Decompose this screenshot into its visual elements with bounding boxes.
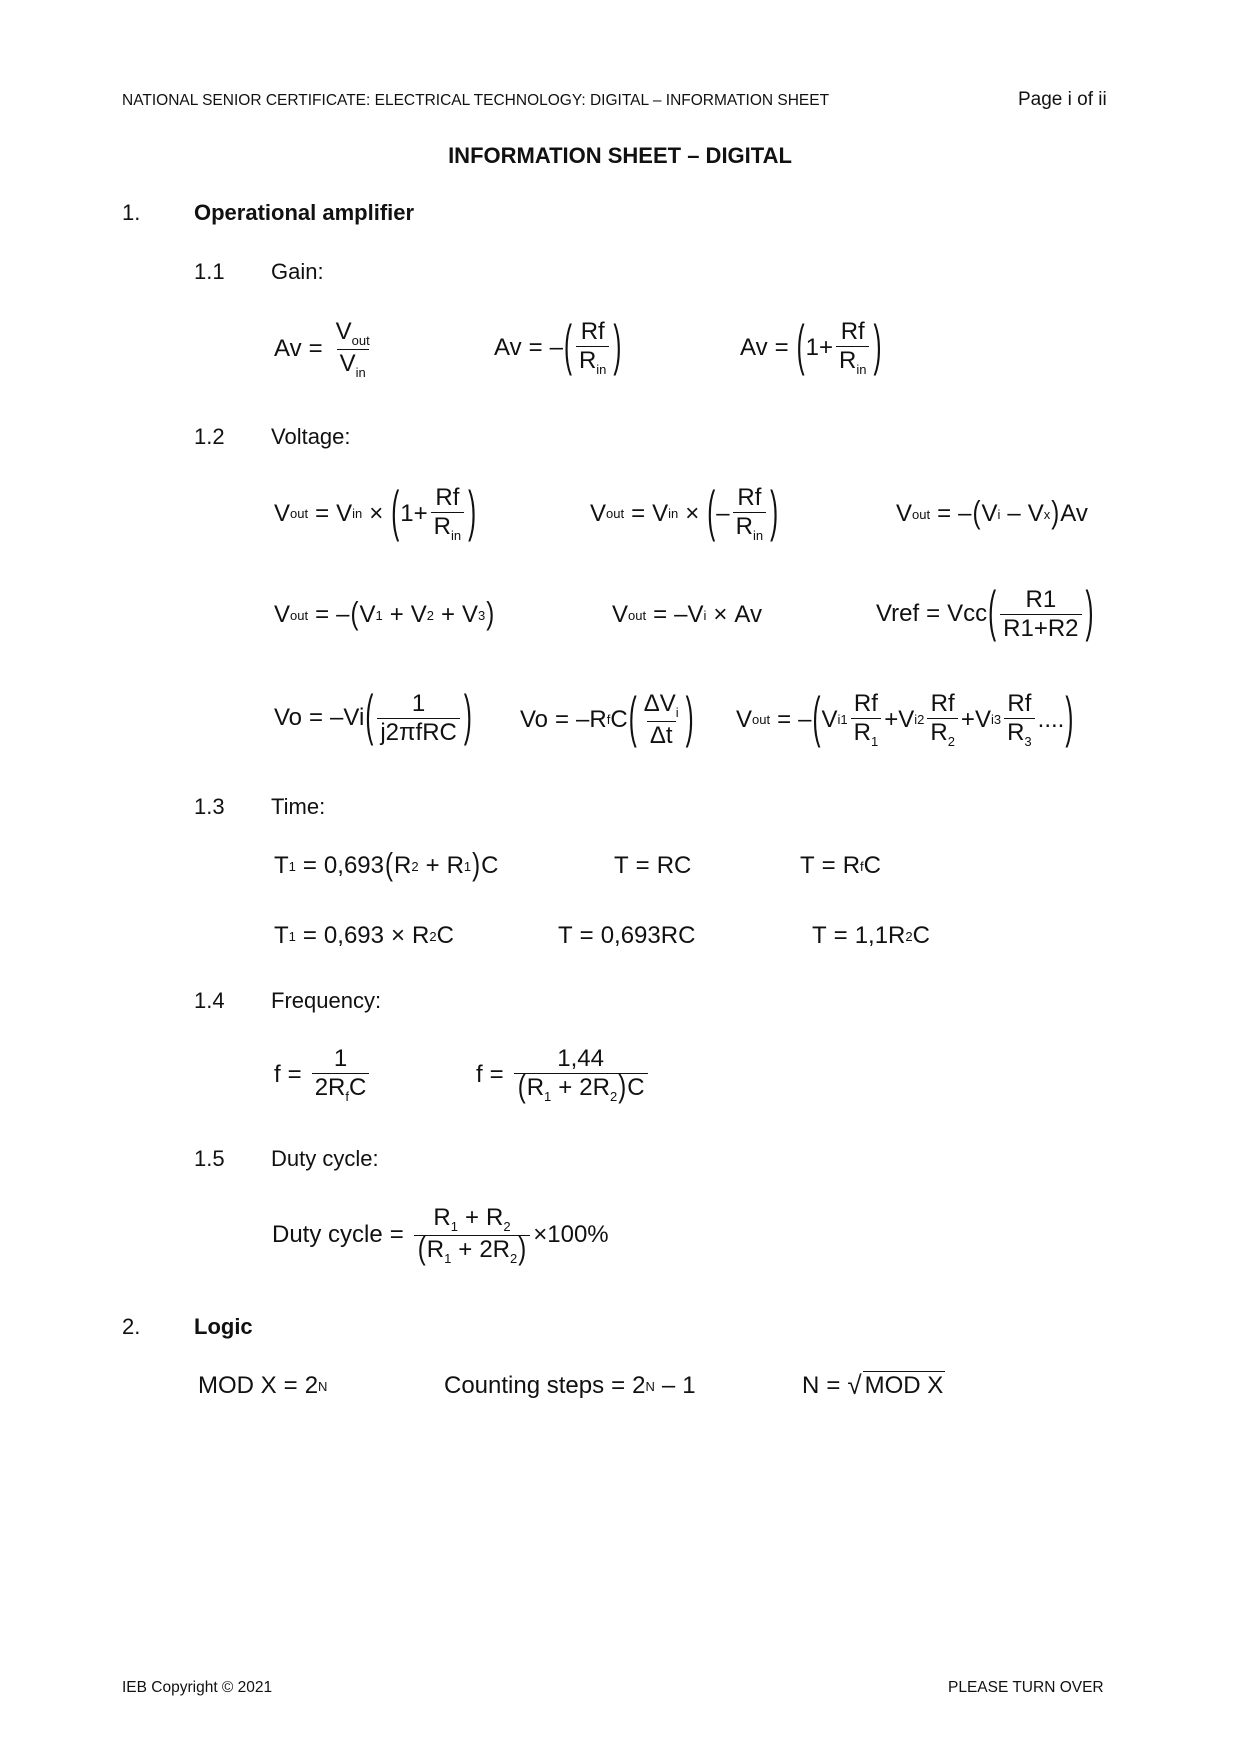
subsection-number-1-4: 1.4	[194, 988, 225, 1013]
formula-t-rfc: T = R f C	[800, 852, 881, 879]
formula-gain-noninverting-lhs: Av	[740, 333, 768, 361]
footer-copyright: IEB Copyright © 2021	[122, 1679, 273, 1696]
formula-duty-cycle-tail: ×100%	[533, 1221, 609, 1249]
subsection-number-1-2: 1.2	[194, 424, 225, 449]
formula-gain-ratio-lhs: Av	[274, 335, 302, 363]
page-number: Page i of ii	[1018, 89, 1107, 110]
formula-vout-summing: V out = – ( V 1 + V 2 + V 3 )	[274, 596, 495, 632]
formula-n-sqrt: N = √ MOD X	[802, 1370, 944, 1400]
section-number-2: 2.	[122, 1314, 141, 1339]
formula-gain-noninverting: Av = ( 1+ Rf $R_{in}$ )	[740, 315, 882, 378]
section-number-1: 1.	[122, 200, 141, 225]
formula-t1-r2c: T 1 = 0,693 × R 2 C	[274, 922, 454, 949]
section-title-logic: Logic	[194, 1314, 253, 1339]
subsection-number-1-1: 1.1	[194, 259, 225, 284]
formula-vref: Vref = Vcc ( R1 R1+R2 )	[876, 581, 1094, 644]
subsection-label-frequency: Frequency:	[271, 988, 382, 1013]
page-header-title: NATIONAL SENIOR CERTIFICATE: ELECTRICAL TECHNOLOGY: DIGITAL – INFORMATION SHEET	[122, 92, 830, 109]
formula-vout-weighted-summing: V out = – ( V i1 Rf $R_1$ +V i2 Rf $R_2$ +V i3 Rf $R_3$ .... )	[736, 687, 1074, 750]
formula-mod-x-lhs: MOD X	[198, 1372, 277, 1399]
formula-n-sqrt-radicand: MOD X	[864, 1372, 944, 1399]
subsection-label-voltage: Voltage:	[271, 424, 351, 449]
formula-duty-cycle-label: Duty cycle	[272, 1221, 383, 1249]
formula-vo-differentiator: Vo = –R f C ( $\Delta V_i$ Δt )	[520, 687, 694, 750]
formula-vout-differential: V out = – ( V i – V x ) Av	[896, 495, 1088, 531]
subsection-label-time: Time:	[271, 794, 326, 819]
formula-t1-astable: T 1 = 0,693 ( R 2 + R 1 ) C	[274, 847, 499, 883]
subsection-label-gain: Gain:	[271, 259, 324, 284]
formula-frequency-1: f = 1 $2R_fC$	[274, 1045, 372, 1105]
document-title: INFORMATION SHEET – DIGITAL	[448, 143, 792, 168]
formula-t-1-1r2c: T = 1,1R 2 C	[812, 922, 930, 949]
formula-t-monostable: T = 0,693RC	[558, 922, 696, 949]
formula-vout-gain: V out = –V i × Av	[612, 601, 762, 628]
formula-counting-steps-lhs: Counting steps	[444, 1372, 605, 1399]
formula-gain-inverting: Av = – ( Rf $R_{in}$ )	[494, 315, 622, 378]
formula-gain-inverting-lhs: Av	[494, 333, 522, 361]
formula-mod-x: MOD X = 2 N	[198, 1372, 328, 1399]
formula-gain-ratio: Av = $V_{out}$ $V_{in}$	[274, 318, 370, 380]
footer-turn-over: PLEASE TURN OVER	[948, 1679, 1104, 1696]
subsection-number-1-5: 1.5	[194, 1146, 225, 1171]
section-title-op-amp: Operational amplifier	[194, 200, 415, 225]
formula-vout-noninverting: V out = V in × ( 1+ Rf $R_{in}$ )	[274, 481, 477, 544]
formula-frequency-astable: f = $\frac{1,44}{(R_1 + 2R_2)C}$	[476, 1045, 651, 1105]
subsection-label-duty-cycle: Duty cycle:	[271, 1146, 379, 1171]
formula-duty-cycle: Duty cycle = $\frac{R_1 + R_2}{(R_1 + 2R_2)}$ ×100%	[272, 1204, 609, 1267]
formula-t-rc: T = RC	[614, 852, 692, 879]
formula-counting-steps: Counting steps = 2 N – 1	[444, 1372, 696, 1399]
formula-vout-inverting: V out = V in × ( – Rf $R_{in}$ )	[590, 481, 779, 544]
subsection-number-1-3: 1.3	[194, 794, 225, 819]
formula-vo-integrator-ac: Vo = –Vi ( 1 j2πfRC )	[274, 685, 472, 748]
